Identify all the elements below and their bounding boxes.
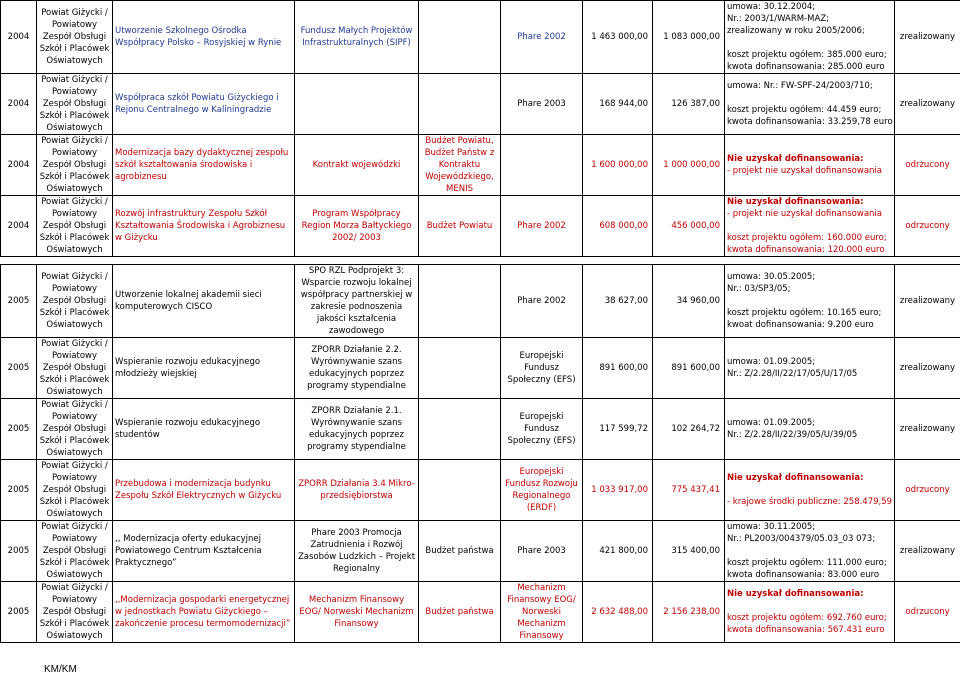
row-gap-cell (1, 257, 960, 265)
fund-cell: Europejski Fundusz Społeczny (EFS) (501, 399, 583, 460)
applicant-cell: Powiat Giżycki / Powiatowy Zespół Obsługi Szkół i Placówek Oświatowych (37, 1, 113, 74)
program-cell: Fundusz Małych Projektów Infrastrukturalnych (SIPF) (295, 1, 419, 74)
table-row (1, 338, 960, 399)
table-row (1, 460, 960, 521)
fund-cell: Phare 2002 (501, 265, 583, 338)
program-cell: Mechanizm Finansowy EOG/ Norweski Mechanizm Finansowy (295, 582, 419, 643)
table-row (1, 196, 960, 257)
note-line (727, 92, 892, 104)
cofinancing-cell: 102 264,72 (653, 399, 725, 460)
note-line: koszt projektu ogółem: 10.165 euro; (727, 308, 882, 318)
status-cell: zrealizowany (895, 521, 960, 582)
applicant-cell: Powiat Giżycki / Powiatowy Zespół Obsługi Szkół i Placówek Oświatowych (37, 338, 113, 399)
note-line: Nie uzyskał dofinansowania: (727, 473, 864, 483)
cofinancing-cell: 775 437,41 (653, 460, 725, 521)
fund-cell: Europejski Fundusz Społeczny (EFS) (501, 338, 583, 399)
year-cell: 2005 (1, 460, 37, 521)
title-cell: Utworzenie lokalnej akademii sieci komputerowych CISCO (113, 265, 295, 338)
notes-cell (725, 74, 895, 135)
year-cell: 2005 (1, 399, 37, 460)
status-cell: zrealizowany (895, 338, 960, 399)
program-cell: ZPORR Działania 3.4 Mikro- przedsiębiorstwa (295, 460, 419, 521)
note-line: kwoat dofinansowania: 9.200 euro (727, 320, 874, 330)
note-line: Nr.: PL2003/004379/05.03_03 073; (727, 534, 876, 544)
table-row (1, 74, 960, 135)
year-cell: 2004 (1, 74, 37, 135)
status-cell: odrzucony (895, 135, 960, 196)
source-cell: Budżet Powiatu (419, 196, 501, 257)
total-cost-cell: 38 627,00 (583, 265, 653, 338)
applicant-cell: Powiat Giżycki / Powiatowy Zespół Obsługi Szkół i Placówek Oświatowych (37, 74, 113, 135)
note-line (727, 37, 892, 49)
note-line: Nr.: Z/2.28/II/22/39/05/U/39/05 (727, 430, 858, 440)
applicant-cell: Powiat Giżycki / Powiatowy Zespół Obsługi Szkół i Placówek Oświatowych (37, 265, 113, 338)
year-cell: 2004 (1, 196, 37, 257)
applicant-cell: Powiat Giżycki / Powiatowy Zespół Obsługi Szkół i Placówek Oświatowych (37, 196, 113, 257)
status-cell: zrealizowany (895, 399, 960, 460)
applicant-cell: Powiat Giżycki / Powiatowy Zespół Obsługi Szkół i Placówek Oświatowych (37, 135, 113, 196)
applicant-cell: Powiat Giżycki / Powiatowy Zespół Obsługi Szkół i Placówek Oświatowych (37, 460, 113, 521)
title-cell: Utworzenie Szkolnego Ośrodka Współpracy Polsko – Rosyjskiej w Rynie (113, 1, 295, 74)
note-line: zrealizowany w roku 2005/2006; (727, 26, 865, 36)
cofinancing-cell: 1 083 000,00 (653, 1, 725, 74)
note-line: - projekt nie uzyskał dofinansowania (727, 166, 882, 176)
title-cell: Współpraca szkół Powiatu Giżyckiego i Rejonu Centralnego w Kaliningradzie (113, 74, 295, 135)
cofinancing-cell: 891 600,00 (653, 338, 725, 399)
table-row (1, 399, 960, 460)
table-row (1, 582, 960, 643)
applicant-cell: Powiat Giżycki / Powiatowy Zespół Obsługi Szkół i Placówek Oświatowych (37, 399, 113, 460)
year-cell: 2005 (1, 265, 37, 338)
status-cell: odrzucony (895, 460, 960, 521)
applicant-cell: Powiat Giżycki / Powiatowy Zespół Obsługi Szkół i Placówek Oświatowych (37, 521, 113, 582)
cofinancing-cell: 34 960,00 (653, 265, 725, 338)
cofinancing-cell: 456 000,00 (653, 196, 725, 257)
note-line: kwota dofinansowania: 285.000 euro (727, 62, 885, 72)
note-line (727, 600, 892, 612)
notes-cell (725, 338, 895, 399)
total-cost-cell: 891 600,00 (583, 338, 653, 399)
status-cell: zrealizowany (895, 1, 960, 74)
cofinancing-cell: 1 000 000,00 (653, 135, 725, 196)
year-cell: 2005 (1, 521, 37, 582)
fund-cell: Phare 2002 (501, 196, 583, 257)
note-line: umowa: Nr.: FW-SPF-24/2003/710; (727, 81, 873, 91)
note-line: umowa: 30.12.2004; (727, 2, 816, 12)
note-line: - projekt nie uzyskał dofinansowania (727, 209, 882, 219)
cofinancing-cell: 315 400,00 (653, 521, 725, 582)
total-cost-cell: 421 800,00 (583, 521, 653, 582)
fund-cell: Phare 2002 (501, 1, 583, 74)
total-cost-cell: 1 033 917,00 (583, 460, 653, 521)
fund-cell: Phare 2003 (501, 521, 583, 582)
note-line: Nie uzyskał dofinansowania: (727, 589, 864, 599)
cofinancing-cell: 2 156 238,00 (653, 582, 725, 643)
applicant-cell: Powiat Giżycki / Powiatowy Zespół Obsługi Szkół i Placówek Oświatowych (37, 582, 113, 643)
notes-cell (725, 196, 895, 257)
source-cell: Budżet państwa (419, 521, 501, 582)
note-line: Nie uzyskał dofinansowania: (727, 197, 864, 207)
total-cost-cell: 2 632 488,00 (583, 582, 653, 643)
footer-initials: KM/KM (44, 664, 77, 675)
note-line: umowa: 30.11.2005; (727, 522, 816, 532)
program-cell: Phare 2003 Promocja Zatrudnienia i Rozwój Zasobów Ludzkich – Projekt Regionalny (295, 521, 419, 582)
fund-cell (501, 135, 583, 196)
note-line: kwota dofinansowania: 83.000 euro (727, 570, 880, 580)
table-row (1, 135, 960, 196)
cofinancing-cell: 126 387,00 (653, 74, 725, 135)
notes-cell (725, 135, 895, 196)
source-cell (419, 338, 501, 399)
note-line: Nr.: 2003/1/WARM-MAZ; (727, 14, 830, 24)
row-gap (1, 257, 960, 265)
note-line: kwota dofinansowania: 567.431 euro (727, 625, 885, 635)
title-cell: Modernizacja bazy dydaktycznej zespołu szkół kształtowania środowiska i agrobiznesu (113, 135, 295, 196)
note-line: koszt projektu ogółem: 692.760 euro; (727, 613, 887, 623)
notes-cell (725, 582, 895, 643)
total-cost-cell: 168 944,00 (583, 74, 653, 135)
note-line: umowa: 01.09.2005; (727, 418, 816, 428)
source-cell (419, 265, 501, 338)
program-cell: ZPORR Działanie 2.1. Wyrównywanie szans edukacyjnych poprzez programy stypendialne (295, 399, 419, 460)
status-cell: odrzucony (895, 196, 960, 257)
total-cost-cell: 117 599,72 (583, 399, 653, 460)
note-line: koszt projektu ogółem: 111.000 euro; (727, 558, 887, 568)
total-cost-cell: 608 000,00 (583, 196, 653, 257)
note-line (727, 295, 892, 307)
status-cell: zrealizowany (895, 74, 960, 135)
title-cell: Przebudowa i modernizacja budynku Zespołu Szkół Elektrycznych w Giżycku (113, 460, 295, 521)
title-cell: Wspieranie rozwoju edukacyjnego młodzieży wiejskiej (113, 338, 295, 399)
program-cell: SPO RZL Podprojekt 3: Wsparcie rozwoju lokalnej współpracy partnerskiej w zakresie podnoszenia jakości kształcenia zawodowego (295, 265, 419, 338)
title-cell: Rozwój infrastruktury Zespołu Szkół Kształtowania Środowiska i Agrobiznesu w Giżycku (113, 196, 295, 257)
note-line: koszt projektu ogółem: 160.000 euro; (727, 233, 887, 243)
notes-cell (725, 399, 895, 460)
year-cell: 2004 (1, 135, 37, 196)
note-line: - krajowe środki publiczne: 258.479,59 (727, 497, 893, 507)
note-line: Nr.: Z/2.28/II/22/17/05/U/17/05 (727, 369, 858, 379)
status-cell: zrealizowany (895, 265, 960, 338)
source-cell (419, 74, 501, 135)
status-cell: odrzucony (895, 582, 960, 643)
note-line: umowa: 30.05.2005; (727, 272, 816, 282)
notes-cell (725, 460, 895, 521)
title-cell: ,, Modernizacja oferty edukacyjnej Powiatowego Centrum Kształcenia Praktycznego” (113, 521, 295, 582)
year-cell: 2005 (1, 582, 37, 643)
notes-cell (725, 265, 895, 338)
note-line: koszt projektu ogółem: 385.000 euro; (727, 50, 887, 60)
table-row (1, 521, 960, 582)
source-cell: Budżet państwa (419, 582, 501, 643)
program-cell: ZPORR Działanie 2.2. Wyrównywanie szans edukacyjnych poprzez programy stypendialne (295, 338, 419, 399)
program-cell: Program Współpracy Region Morza Bałtyckiego 2002/ 2003 (295, 196, 419, 257)
note-line (727, 545, 892, 557)
title-cell: ,,Modernizacja gospodarki energetycznej w jednostkach Powiatu Giżyckiego – zakończenie procesu termomodernizacji” (113, 582, 295, 643)
total-cost-cell: 1 463 000,00 (583, 1, 653, 74)
source-cell: Budżet Powiatu, Budżet Państw z Kontraktu Wojewódzkiego, MENIS (419, 135, 501, 196)
fund-cell: Phare 2003 (501, 74, 583, 135)
source-cell (419, 399, 501, 460)
fund-cell: Mechanizm Finansowy EOG/ Norweski Mechanizm Finansowy (501, 582, 583, 643)
note-line (727, 484, 892, 496)
source-cell (419, 1, 501, 74)
note-line: Nie uzyskał dofinansowania: (727, 154, 864, 164)
program-cell (295, 74, 419, 135)
program-cell: Kontrakt wojewódzki (295, 135, 419, 196)
title-cell: Wspieranie rozwoju edukacyjnego studentów (113, 399, 295, 460)
year-cell: 2004 (1, 1, 37, 74)
note-line: kwota dofinansowania: 120.000 euro (727, 245, 885, 255)
note-line: Nr.: 03/SP3/05; (727, 284, 791, 294)
note-line: koszt projektu ogółem: 44.459 euro; (727, 105, 882, 115)
notes-cell (725, 1, 895, 74)
fund-cell: Europejski Fundusz Rozwoju Regionalnego (ERDF) (501, 460, 583, 521)
notes-cell (725, 521, 895, 582)
year-cell: 2005 (1, 338, 37, 399)
note-line (727, 220, 892, 232)
table-row (1, 265, 960, 338)
source-cell (419, 460, 501, 521)
note-line: kwota dofinansowania: 33.259,78 euro (727, 117, 893, 127)
total-cost-cell: 1 600 000,00 (583, 135, 653, 196)
note-line: umowa: 01.09.2005; (727, 357, 816, 367)
table-row (1, 1, 960, 74)
